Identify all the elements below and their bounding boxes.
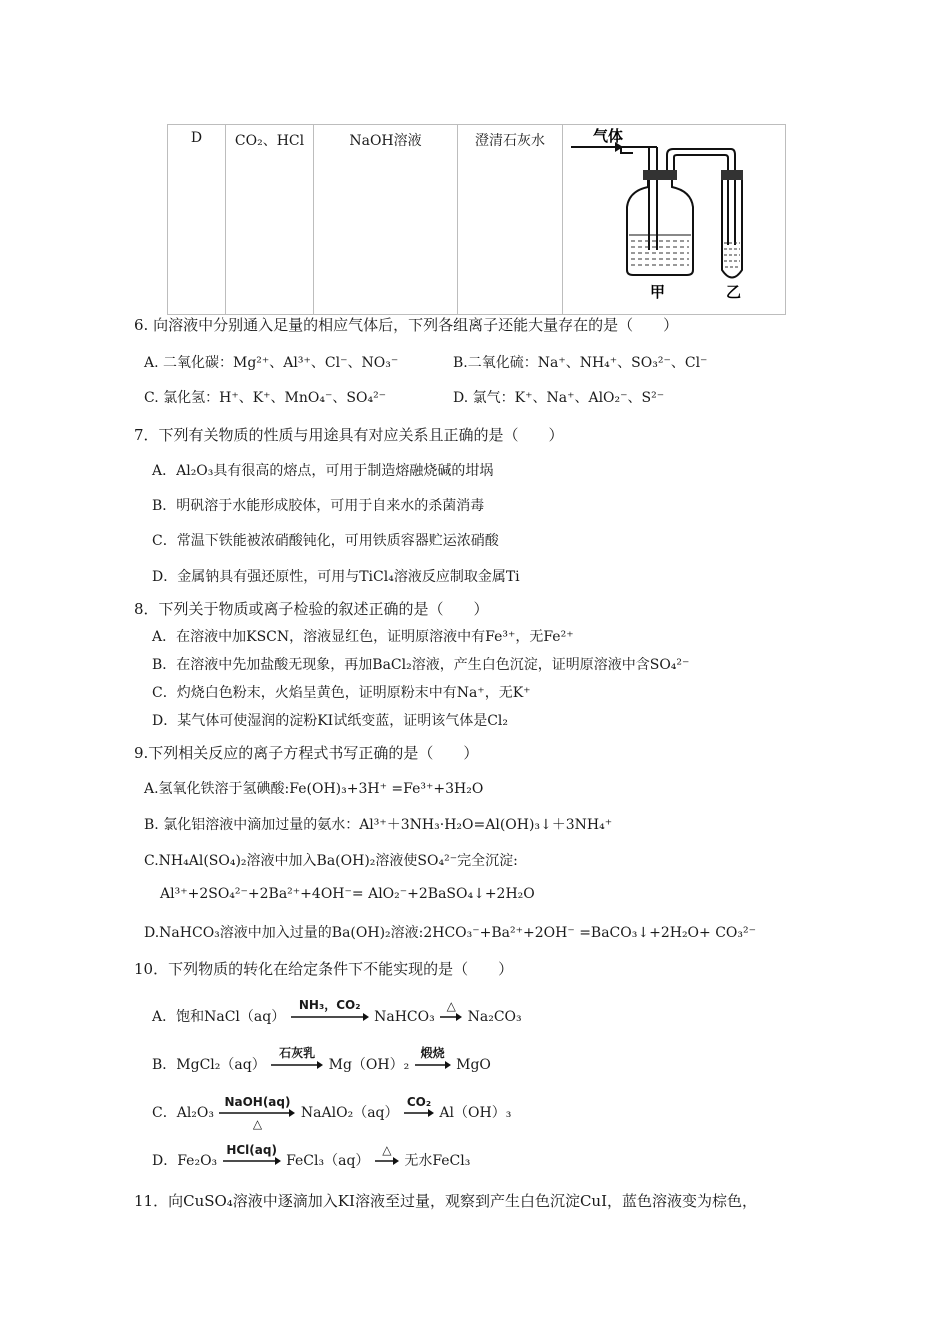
q7-stem: 7．下列有关物质的性质与用途具有对应关系且正确的是（ ） (134, 426, 564, 444)
reaction-arrow (291, 998, 369, 1021)
reagent2-cell: 澄清石灰水 (458, 125, 563, 315)
q9-option-b: B. 氯化铝溶液中滴加过量的氨水：Al³⁺＋3NH₃·H₂O=Al(OH)₃↓＋3NH₄⁺ (144, 817, 613, 833)
q10a-condition-2: △ (446, 999, 456, 1013)
q10a-start: A．饱和NaCl（aq） (152, 1009, 286, 1025)
row-label: D (168, 125, 226, 315)
q8-option-b: B．在溶液中先加盐酸无现象，再加BaCl₂溶液，产生白色沉淀，证明原溶液中含SO₄²⁻ (152, 657, 690, 673)
q8-stem: 8．下列关于物质或离子检验的叙述正确的是（ ） (134, 600, 489, 618)
q6-option-d: D. 氯气：K⁺、Na⁺、AlO₂⁻、S²⁻ (453, 390, 665, 406)
apparatus-cell (563, 125, 786, 315)
q10c-middle: NaAlO₂（aq） (300, 1105, 399, 1121)
q10-option-a (152, 998, 522, 1026)
jia-label: 甲 (650, 283, 666, 301)
q7-option-c: C．常温下铁能被浓硝酸钝化，可用铁质容器贮运浓硝酸 (152, 533, 499, 549)
gas-cell: CO₂、HCl (226, 125, 314, 315)
q10a-condition-1: NH₃，CO₂ (298, 998, 361, 1012)
q10b-middle: Mg（OH）₂ (328, 1057, 410, 1073)
q7-option-a: A．Al₂O₃具有很高的熔点，可用于制造熔融烧碱的坩埚 (152, 463, 494, 479)
q6-stem: 6. 向溶液中分别通入足量的相应气体后，下列各组离子还能大量存在的是（ ） (134, 316, 679, 334)
q9-option-a: A.氢氧化铁溶于氢碘酸:Fe(OH)₃+3H⁺ =Fe³⁺+3H₂O (144, 781, 484, 797)
q10-option-c (152, 1095, 512, 1131)
question-table (167, 124, 786, 315)
reagent1-cell: NaOH溶液 (314, 125, 458, 315)
q10b-condition-2: 煅烧 (420, 1046, 445, 1060)
table-row (168, 125, 786, 315)
q10d-condition-1: HCl(aq) (226, 1143, 277, 1157)
q10d-condition-2: △ (382, 1143, 392, 1157)
q10b-end: MgO (456, 1057, 491, 1073)
reaction-arrow (271, 1046, 323, 1069)
q10b-condition-1: 石灰乳 (279, 1046, 316, 1060)
q8-option-c: C．灼烧白色粉末，火焰呈黄色，证明原粉末中有Na⁺，无K⁺ (152, 685, 531, 701)
q10-option-d (152, 1143, 471, 1170)
yi-label: 乙 (726, 283, 742, 301)
q6-option-b: B.二氧化硫：Na⁺、NH₄⁺、SO₃²⁻、Cl⁻ (453, 355, 708, 371)
reaction-arrow (440, 999, 462, 1021)
gas-label: 气体 (593, 127, 624, 145)
q6-option-c: C. 氯化氢：H⁺、K⁺、MnO₄⁻、SO₄²⁻ (144, 390, 387, 406)
q8-option-d: D．某气体可使湿润的淀粉KI试纸变蓝，证明该气体是Cl₂ (152, 713, 509, 729)
q8-option-a: A．在溶液中加KSCN，溶液显红色，证明原溶液中有Fe³⁺，无Fe²⁺ (152, 629, 574, 645)
reaction-arrow (375, 1143, 399, 1165)
q10-stem: 10．下列物质的转化在给定条件下不能实现的是（ ） (134, 960, 514, 978)
reaction-arrow (404, 1095, 434, 1117)
q10c-start: C．Al₂O₃ (152, 1105, 215, 1121)
q10c-condition-heat: △ (252, 1117, 263, 1131)
q10-option-b (152, 1046, 491, 1074)
q6-option-a: A. 二氧化碳：Mg²⁺、Al³⁺、Cl⁻、NO₃⁻ (144, 355, 399, 371)
q10d-end: 无水FeCl₃ (404, 1153, 471, 1169)
q10c-condition-1: NaOH(aq) (224, 1095, 291, 1109)
q10d-middle: FeCl₃（aq） (286, 1153, 370, 1169)
q10a-end: Na₂CO₃ (467, 1009, 522, 1025)
q7-option-b: B．明矾溶于水能形成胶体，可用于自来水的杀菌消毒 (152, 498, 485, 514)
q10c-end: Al（OH）₃ (439, 1105, 512, 1121)
q7-option-d: D．金属钠具有强还原性，可用与TiCl₄溶液反应制取金属Ti (152, 569, 520, 585)
q9-option-c: C.NH₄Al(SO₄)₂溶液中加入Ba(OH)₂溶液使SO₄²⁻完全沉淀: (144, 853, 518, 869)
q9-option-c-equation: Al³⁺+2SO₄²⁻+2Ba²⁺+4OH⁻= AlO₂⁻+2BaSO₄↓+2H₂O (160, 886, 535, 902)
q9-stem: 9.下列相关反应的离子方程式书写正确的是（ ） (134, 744, 479, 762)
q10a-middle: NaHCO₃ (374, 1009, 435, 1025)
reaction-arrow (223, 1143, 281, 1165)
reaction-arrow (415, 1046, 451, 1069)
q10d-start: D．Fe₂O₃ (152, 1153, 218, 1169)
apparatus-diagram (563, 125, 785, 310)
reaction-arrow (219, 1095, 295, 1131)
q10b-start: B．MgCl₂（aq） (152, 1057, 266, 1073)
q9-option-d: D.NaHCO₃溶液中加入过量的Ba(OH)₂溶液:2HCO₃⁻+Ba²⁺+2OH⁻ =BaCO₃↓+2H₂O+ CO₃²⁻ (144, 925, 757, 941)
q11-stem: 11．向CuSO₄溶液中逐滴加入KI溶液至过量，观察到产生白色沉淀CuI，蓝色溶液变为棕色， (134, 1192, 758, 1210)
q10c-condition-2: CO₂ (406, 1095, 432, 1109)
